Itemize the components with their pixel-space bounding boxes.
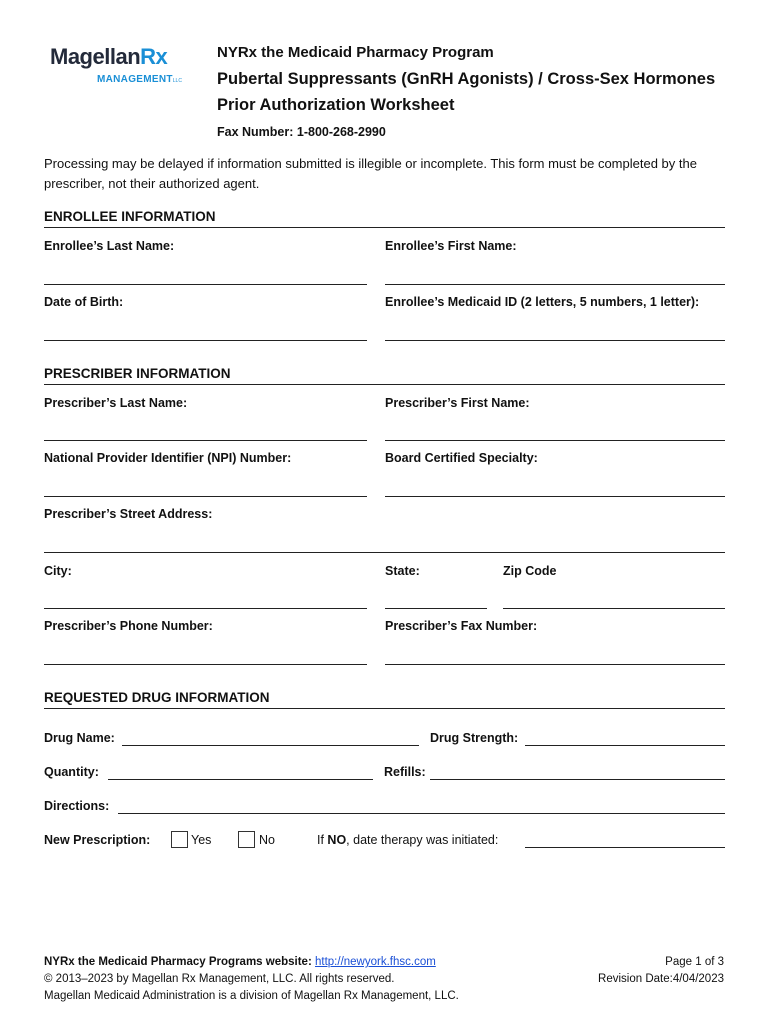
phone-field[interactable] [44,664,367,665]
if-no-label: If NO, date therapy was initiated: [317,833,499,847]
street-address-label: Prescriber’s Street Address: [44,507,213,521]
program-name: NYRx the Medicaid Pharmacy Program [217,44,494,61]
phone-label: Prescriber’s Phone Number: [44,619,213,633]
specialty-label: Board Certified Specialty: [385,451,538,465]
directions-label: Directions: [44,799,110,813]
prescriber-last-name-label: Prescriber’s Last Name: [44,396,188,410]
intro-text: Processing may be delayed if information submitted is illegible or incomplete. This form must be completed by the prescriber, not their authorized agent. [44,156,697,191]
therapy-start-date-field[interactable] [525,847,725,848]
directions-field[interactable] [118,813,725,814]
zip-label: Zip Code [503,564,557,578]
section-drug-heading: REQUESTED DRUG INFORMATION [44,690,270,705]
city-field[interactable] [44,608,367,609]
section-divider [44,384,725,385]
fax-number: Fax Number: 1-800-268-2990 [217,125,386,139]
revision-date: Revision Date:4/04/2023 [598,973,724,985]
specialty-field[interactable] [385,496,725,497]
state-field[interactable] [385,608,487,609]
prescriber-fax-label: Prescriber’s Fax Number: [385,619,538,633]
enrollee-first-name-field[interactable] [385,284,725,285]
zip-field[interactable] [503,608,725,609]
drug-name-label: Drug Name: [44,731,115,745]
dob-field[interactable] [44,340,367,341]
copyright-text: © 2013–2023 by Magellan Rx Management, LLC. All rights reserved. [44,973,395,985]
yes-checkbox[interactable] [171,831,188,848]
division-text: Magellan Medicaid Administration is a division of Magellan Rx Management, LLC. [44,990,459,1002]
state-label: State: [385,564,420,578]
drug-strength-field[interactable] [525,745,725,746]
section-enrollee-heading: ENROLLEE INFORMATION [44,209,216,224]
medicaid-id-field[interactable] [385,340,725,341]
quantity-field[interactable] [108,779,373,780]
magellan-logo: MagellanRx MANAGEMENTLLC [50,44,182,85]
section-divider [44,708,725,709]
website-link[interactable]: http://newyork.fhsc.com [315,956,436,968]
refills-field[interactable] [430,779,725,780]
medicaid-id-label: Enrollee’s Medicaid ID (2 letters, 5 numbers, 1 letter): [385,295,700,309]
form-title-line1: Pubertal Suppressants (GnRH Agonists) / Cross-Sex Hormones [217,70,716,88]
section-divider [44,227,725,228]
prescriber-first-name-field[interactable] [385,440,725,441]
street-address-field[interactable] [44,552,725,553]
footer-left: NYRx the Medicaid Pharmacy Programs website: http://newyork.fhsc.com © 2013–2023 by Magellan Rx Management, LLC. All rights reserved. Magellan Medicaid Administration is a division of Magellan Rx Management, LLC. [44,954,564,1005]
npi-field[interactable] [44,496,367,497]
enrollee-first-name-label: Enrollee’s First Name: [385,239,517,253]
new-prescription-label: New Prescription: [44,833,151,847]
drug-strength-label: Drug Strength: [430,731,519,745]
prescriber-first-name-label: Prescriber’s First Name: [385,396,530,410]
page-number: Page 1 of 3 [665,956,724,968]
footer-right [524,954,724,988]
enrollee-last-name-field[interactable] [44,284,367,285]
form-title-line2: Prior Authorization Worksheet [217,96,455,114]
prescriber-fax-field[interactable] [385,664,725,665]
no-label: No [259,833,275,847]
section-prescriber-heading: PRESCRIBER INFORMATION [44,366,231,381]
prescriber-last-name-field[interactable] [44,440,367,441]
enrollee-last-name-label: Enrollee’s Last Name: [44,239,175,253]
city-label: City: [44,564,72,578]
npi-label: National Provider Identifier (NPI) Number: [44,451,292,465]
yes-label: Yes [191,833,212,847]
refills-label: Refills: [384,765,426,779]
dob-label: Date of Birth: [44,295,124,309]
quantity-label: Quantity: [44,765,99,779]
no-checkbox[interactable] [238,831,255,848]
drug-name-field[interactable] [122,745,419,746]
